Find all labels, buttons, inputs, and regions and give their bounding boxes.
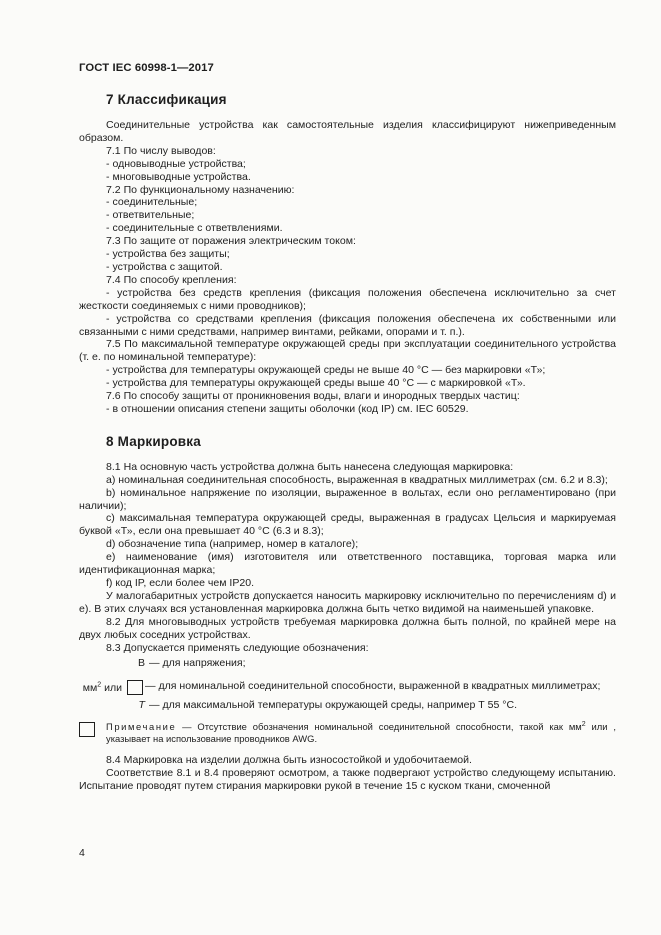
section-7: [79, 91, 616, 416]
small-devices-paragraph: У малогабаритных устройств допускается наносить маркировку исключительно по перечислениям d) и e). В этих случаях вся установленная маркировка должна быть четко видимой на наименьшей упаковке.: [79, 589, 616, 615]
symbol-temperature: [79, 699, 149, 712]
symbol-volt: В: [137, 657, 145, 670]
square-symbol-icon: [127, 680, 143, 695]
list-item: c) максимальная температура окружающей среды, выраженная в градусах Цельсия и маркируемая буквой «Т», если она превышает 40 °С (6.3 и 8.3);: [79, 512, 616, 538]
note-sup: 2: [581, 721, 586, 729]
symbol-t-row: [79, 699, 616, 712]
page-number: 4: [79, 847, 85, 859]
section-7-title: 7 Классификация: [106, 92, 227, 107]
list-item: - устройства для температуры окружающей среды не выше 40 °С — без маркировки «Т»;: [106, 364, 546, 377]
clause-7-5: 7.5 По максимальной температуре окружающей среды при эксплуатации соединительного устройства (т. е. по номинальной температуре):: [79, 338, 616, 364]
list-item: - одновыводные устройства;: [106, 157, 246, 170]
clause-8-3: 8.3 Допускается применять следующие обозначения:: [106, 641, 369, 654]
clause-7-6: 7.6 По способу защиты от проникновения воды, влаги и инородных твердых частиц:: [106, 390, 520, 403]
symbol-mm2: [69, 680, 145, 695]
list-item: d) обозначение типа (например, номер в каталоге);: [106, 538, 359, 551]
list-item: - соединительные с ответвлениями.: [106, 222, 283, 235]
section-7-intro: Соединительные устройства как самостоятельные изделия классифицируют нижеприведенным образом.: [79, 119, 616, 144]
list-item: f) код IP, если более чем IP20.: [106, 577, 255, 589]
note: [79, 721, 616, 744]
clause-7-3: 7.3 По защите от поражения электрическим током:: [106, 235, 356, 248]
clause-7-2: 7.2 По функциональному назначению:: [106, 183, 295, 196]
symbol-mm2-unit: мм: [82, 682, 98, 695]
clause-8-4: 8.4 Маркировка на изделии должна быть износостойкой и удобочитаемой.: [106, 754, 472, 767]
list-item: - в отношении описания степени защиты оболочки (код IP) см. IEC 60529.: [106, 402, 469, 415]
section-8-title: 8 Маркировка: [106, 433, 201, 449]
list-item: a) номинальная соединительная способность, выраженная в квадратных миллиметрах (см. 6.2 и 8.3);: [106, 473, 608, 486]
standard-header: ГОСТ IEC 60998-1—2017: [79, 62, 214, 74]
symbol-mm2-description: — для номинальной соединительной способности, выраженной в квадратных миллиметрах;: [145, 680, 601, 693]
symbol-t-letter: Т: [138, 699, 145, 712]
note-text-1: — Отсутствие обозначения номинальной соединительной способности, такой как мм: [176, 721, 582, 733]
symbol-mm2-row: [79, 680, 616, 695]
symbol-mm2-text: [145, 680, 616, 693]
note-text-2: или , указывает на использование проводников AWG.: [106, 721, 616, 744]
list-item: - устройства со средствами крепления (фиксация положения обеспечена их собственными или связанными с ними средствами, например винтами, рейками, опорами и т. п.).: [79, 312, 616, 338]
list-item: - устройства с защитой.: [106, 260, 223, 273]
page-body: [79, 91, 616, 793]
square-symbol-icon: [79, 722, 95, 737]
list-item: - ответвительные;: [106, 209, 195, 222]
symbol-mm2-sup: 2: [97, 681, 102, 689]
clause-7-4: 7.4 По способу крепления:: [106, 273, 237, 286]
clause-7-1: 7.1 По числу выводов:: [106, 144, 216, 157]
list-item: - соединительные;: [106, 196, 198, 209]
compliance-paragraph: Соответствие 8.1 и 8.4 проверяют осмотром, а также подвергают устройство следующему испытанию. Испытание проводят путем стирания маркировки рукой в течение 15 с куском ткани, смоченной: [79, 767, 616, 793]
symbol-t-text: — для максимальной температуры окружающей среды, например Т 55 °С.: [149, 699, 518, 712]
list-item: e) наименование (имя) изготовителя или ответственного поставщика, торговая марка или идентификационная марка;: [79, 551, 616, 577]
symbol-volt-text: — для напряжения;: [149, 657, 246, 670]
list-item: - устройства без средств крепления (фиксация положения обеспечена исключительно за счет жесткости соединяемых с ними проводников);: [79, 286, 616, 312]
list-item: - многовыводные устройства.: [106, 170, 251, 183]
list-item: - устройства без защиты;: [106, 248, 230, 261]
clause-8-1: 8.1 На основную часть устройства должна быть нанесена следующая маркировка:: [106, 460, 514, 473]
section-8: [79, 433, 616, 793]
clause-8-2: 8.2 Для многовыводных устройств требуемая маркировка должна быть полной, по крайней мере на двух любых соседних устройствах.: [79, 615, 616, 641]
symbol-mm2-or: или: [104, 682, 123, 695]
note-label: Примечание: [106, 721, 177, 733]
list-item: - устройства для температуры окружающей среды выше 40 °С — с маркировкой «Т».: [106, 377, 526, 390]
symbol-volt-row: [79, 657, 616, 670]
list-item: b) номинальное напряжение по изоляции, выраженное в вольтах, если оно регламентировано (при наличии);: [79, 486, 616, 512]
